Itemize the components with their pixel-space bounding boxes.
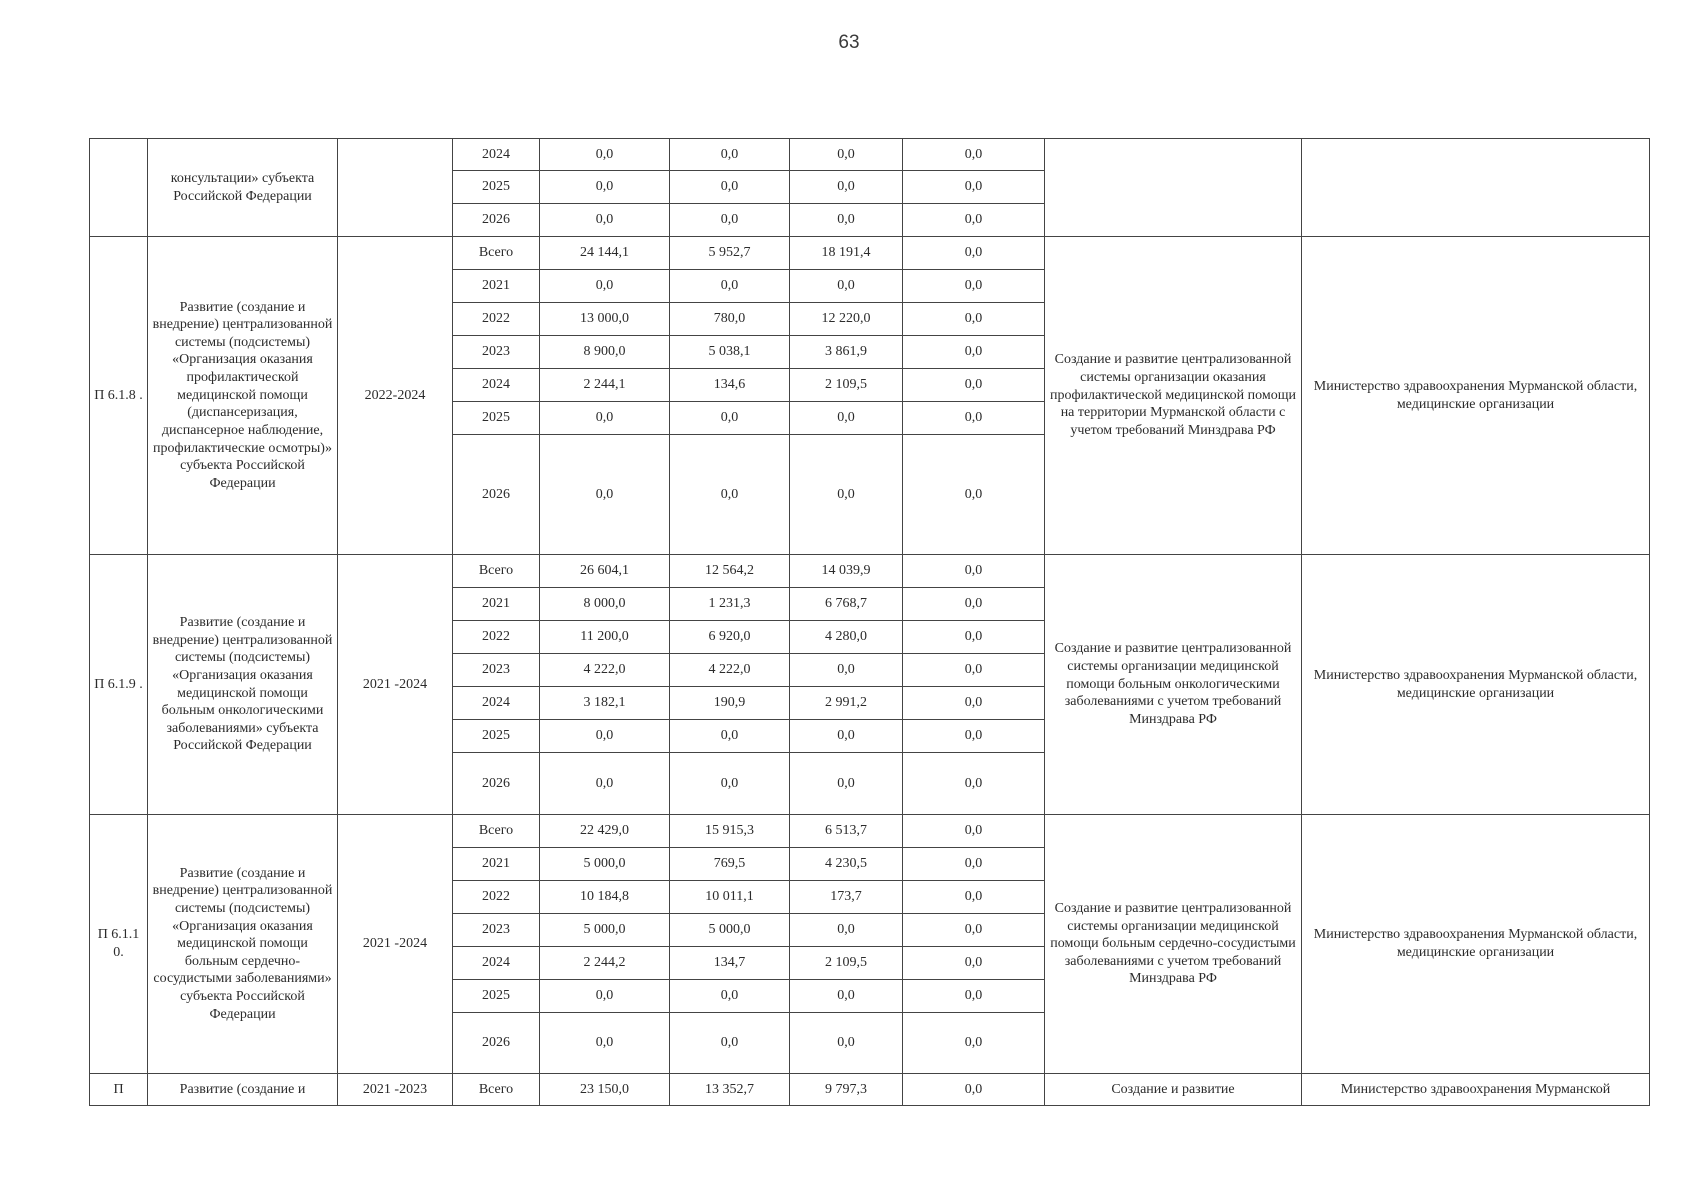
total-cell: 0,0: [540, 270, 670, 303]
year-cell: 2026: [453, 204, 540, 237]
value-cell: 0,0: [790, 914, 903, 947]
value-cell: 6 920,0: [670, 621, 790, 654]
measure-period: [338, 139, 453, 237]
value-cell: 18 191,4: [790, 237, 903, 270]
executor-cell: Министерство здравоохранения Мурманской: [1302, 1074, 1650, 1106]
value-cell: 780,0: [670, 303, 790, 336]
value-cell: 0,0: [670, 435, 790, 555]
program-table: [89, 138, 1650, 1106]
value-cell: 3 861,9: [790, 336, 903, 369]
measure-period: 2021 -2024: [338, 815, 453, 1074]
value-cell: 0,0: [903, 687, 1045, 720]
measure-title: Развитие (создание и внедрение) централизованной системы (подсистемы) «Организация оказания медицинской помощи больным онкологическими заболеваниями» субъекта Российской Федерации: [148, 555, 338, 815]
value-cell: 0,0: [670, 270, 790, 303]
value-cell: 0,0: [903, 588, 1045, 621]
value-cell: 173,7: [790, 881, 903, 914]
total-cell: 0,0: [540, 435, 670, 555]
value-cell: 6 768,7: [790, 588, 903, 621]
measure-title: консультации» субъекта Российской Федерации: [148, 139, 338, 237]
value-cell: 0,0: [903, 303, 1045, 336]
total-cell: 0,0: [540, 402, 670, 435]
value-cell: 0,0: [670, 171, 790, 204]
value-cell: 0,0: [790, 654, 903, 687]
table-row: [90, 1074, 1650, 1106]
value-cell: 0,0: [903, 402, 1045, 435]
total-cell: 0,0: [540, 753, 670, 815]
total-cell: 10 184,8: [540, 881, 670, 914]
measure-period: 2022-2024: [338, 237, 453, 555]
total-cell: 2 244,1: [540, 369, 670, 402]
value-cell: 0,0: [903, 914, 1045, 947]
value-cell: 0,0: [790, 402, 903, 435]
value-cell: 190,9: [670, 687, 790, 720]
total-cell: 0,0: [540, 720, 670, 753]
value-cell: 10 011,1: [670, 881, 790, 914]
row-code: П 6.1.1 0.: [90, 815, 148, 1074]
value-cell: 0,0: [903, 435, 1045, 555]
year-cell: 2026: [453, 1013, 540, 1074]
measure-title: Развитие (создание и внедрение) централизованной системы (подсистемы) «Организация оказания профилактической медицинской помощи (диспансеризация, диспансерное наблюдение, профилактические осмотры)» субъекта Российской Федерации: [148, 237, 338, 555]
value-cell: 0,0: [903, 720, 1045, 753]
year-cell: 2025: [453, 171, 540, 204]
value-cell: 6 513,7: [790, 815, 903, 848]
value-cell: 4 222,0: [670, 654, 790, 687]
value-cell: 0,0: [903, 336, 1045, 369]
value-cell: 1 231,3: [670, 588, 790, 621]
year-cell: 2026: [453, 435, 540, 555]
value-cell: 14 039,9: [790, 555, 903, 588]
total-cell: 11 200,0: [540, 621, 670, 654]
value-cell: 2 109,5: [790, 947, 903, 980]
value-cell: 2 991,2: [790, 687, 903, 720]
year-cell: 2022: [453, 621, 540, 654]
value-cell: 0,0: [903, 139, 1045, 171]
value-cell: 0,0: [670, 204, 790, 237]
year-cell: 2021: [453, 270, 540, 303]
year-cell: 2025: [453, 980, 540, 1013]
total-cell: 24 144,1: [540, 237, 670, 270]
value-cell: 0,0: [903, 947, 1045, 980]
total-cell: 0,0: [540, 139, 670, 171]
year-cell: Всего: [453, 815, 540, 848]
value-cell: 0,0: [790, 1013, 903, 1074]
total-cell: 0,0: [540, 1013, 670, 1074]
value-cell: 15 915,3: [670, 815, 790, 848]
value-cell: 0,0: [903, 1013, 1045, 1074]
year-cell: 2022: [453, 303, 540, 336]
year-cell: 2022: [453, 881, 540, 914]
total-cell: 5 000,0: [540, 848, 670, 881]
total-cell: 5 000,0: [540, 914, 670, 947]
value-cell: 0,0: [670, 1013, 790, 1074]
year-cell: 2025: [453, 402, 540, 435]
value-cell: 0,0: [790, 171, 903, 204]
row-code: [90, 139, 148, 237]
total-cell: 4 222,0: [540, 654, 670, 687]
value-cell: 12 564,2: [670, 555, 790, 588]
total-cell: 2 244,2: [540, 947, 670, 980]
value-cell: 0,0: [903, 1074, 1045, 1106]
value-cell: 0,0: [670, 720, 790, 753]
total-cell: 23 150,0: [540, 1074, 670, 1106]
value-cell: 0,0: [903, 171, 1045, 204]
result-cell: Создание и развитие: [1045, 1074, 1302, 1106]
table-row: [90, 139, 1650, 171]
page-number: 63: [838, 32, 860, 53]
table-row: [90, 237, 1650, 270]
row-code: П: [90, 1074, 148, 1106]
value-cell: 0,0: [903, 270, 1045, 303]
value-cell: 134,7: [670, 947, 790, 980]
year-cell: 2021: [453, 588, 540, 621]
result-cell: [1045, 139, 1302, 237]
value-cell: 0,0: [790, 204, 903, 237]
total-cell: 8 900,0: [540, 336, 670, 369]
year-cell: 2024: [453, 369, 540, 402]
executor-cell: Министерство здравоохранения Мурманской области, медицинские организации: [1302, 237, 1650, 555]
row-code: П 6.1.8 .: [90, 237, 148, 555]
value-cell: 0,0: [903, 881, 1045, 914]
value-cell: 0,0: [903, 621, 1045, 654]
value-cell: 0,0: [903, 369, 1045, 402]
value-cell: 5 952,7: [670, 237, 790, 270]
year-cell: 2023: [453, 336, 540, 369]
value-cell: 0,0: [790, 270, 903, 303]
year-cell: 2023: [453, 914, 540, 947]
year-cell: Всего: [453, 237, 540, 270]
year-cell: Всего: [453, 555, 540, 588]
total-cell: 13 000,0: [540, 303, 670, 336]
year-cell: 2023: [453, 654, 540, 687]
executor-cell: Министерство здравоохранения Мурманской области, медицинские организации: [1302, 815, 1650, 1074]
measure-title: Развитие (создание и: [148, 1074, 338, 1106]
value-cell: 0,0: [903, 204, 1045, 237]
value-cell: 0,0: [903, 555, 1045, 588]
table-row: [90, 815, 1650, 848]
total-cell: 8 000,0: [540, 588, 670, 621]
value-cell: 0,0: [790, 720, 903, 753]
total-cell: 0,0: [540, 980, 670, 1013]
result-cell: Создание и развитие централизованной системы организации медицинской помощи больным сердечно-сосудистыми заболеваниями с учетом требований Минздрава РФ: [1045, 815, 1302, 1074]
value-cell: 9 797,3: [790, 1074, 903, 1106]
year-cell: 2024: [453, 687, 540, 720]
value-cell: 13 352,7: [670, 1074, 790, 1106]
value-cell: 134,6: [670, 369, 790, 402]
value-cell: 12 220,0: [790, 303, 903, 336]
year-cell: 2024: [453, 947, 540, 980]
value-cell: 0,0: [670, 753, 790, 815]
value-cell: 0,0: [790, 980, 903, 1013]
total-cell: 0,0: [540, 204, 670, 237]
year-cell: 2024: [453, 139, 540, 171]
value-cell: 4 280,0: [790, 621, 903, 654]
value-cell: 0,0: [903, 753, 1045, 815]
value-cell: 0,0: [670, 139, 790, 171]
year-cell: 2021: [453, 848, 540, 881]
value-cell: 5 000,0: [670, 914, 790, 947]
value-cell: 0,0: [903, 980, 1045, 1013]
value-cell: 0,0: [670, 980, 790, 1013]
value-cell: 0,0: [790, 753, 903, 815]
year-cell: 2025: [453, 720, 540, 753]
year-cell: 2026: [453, 753, 540, 815]
result-cell: Создание и развитие централизованной системы организации оказания профилактической медицинской помощи на территории Мурманской области с учетом требований Минздрава РФ: [1045, 237, 1302, 555]
measure-title: Развитие (создание и внедрение) централизованной системы (подсистемы) «Организация оказания медицинской помощи больным сердечно-сосудистыми заболеваниями» субъекта Российской Федерации: [148, 815, 338, 1074]
value-cell: 4 230,5: [790, 848, 903, 881]
row-code: П 6.1.9 .: [90, 555, 148, 815]
table-row: [90, 555, 1650, 588]
value-cell: 0,0: [670, 402, 790, 435]
value-cell: 0,0: [903, 237, 1045, 270]
executor-cell: Министерство здравоохранения Мурманской области, медицинские организации: [1302, 555, 1650, 815]
measure-period: 2021 -2023: [338, 1074, 453, 1106]
total-cell: 0,0: [540, 171, 670, 204]
executor-cell: [1302, 139, 1650, 237]
value-cell: 5 038,1: [670, 336, 790, 369]
result-cell: Создание и развитие централизованной системы организации медицинской помощи больным онкологическими заболеваниями с учетом требований Минздрава РФ: [1045, 555, 1302, 815]
value-cell: 0,0: [903, 848, 1045, 881]
value-cell: 2 109,5: [790, 369, 903, 402]
value-cell: 0,0: [790, 435, 903, 555]
total-cell: 3 182,1: [540, 687, 670, 720]
value-cell: 0,0: [903, 815, 1045, 848]
year-cell: Всего: [453, 1074, 540, 1106]
total-cell: 26 604,1: [540, 555, 670, 588]
value-cell: 0,0: [790, 139, 903, 171]
value-cell: 769,5: [670, 848, 790, 881]
value-cell: 0,0: [903, 654, 1045, 687]
measure-period: 2021 -2024: [338, 555, 453, 815]
total-cell: 22 429,0: [540, 815, 670, 848]
